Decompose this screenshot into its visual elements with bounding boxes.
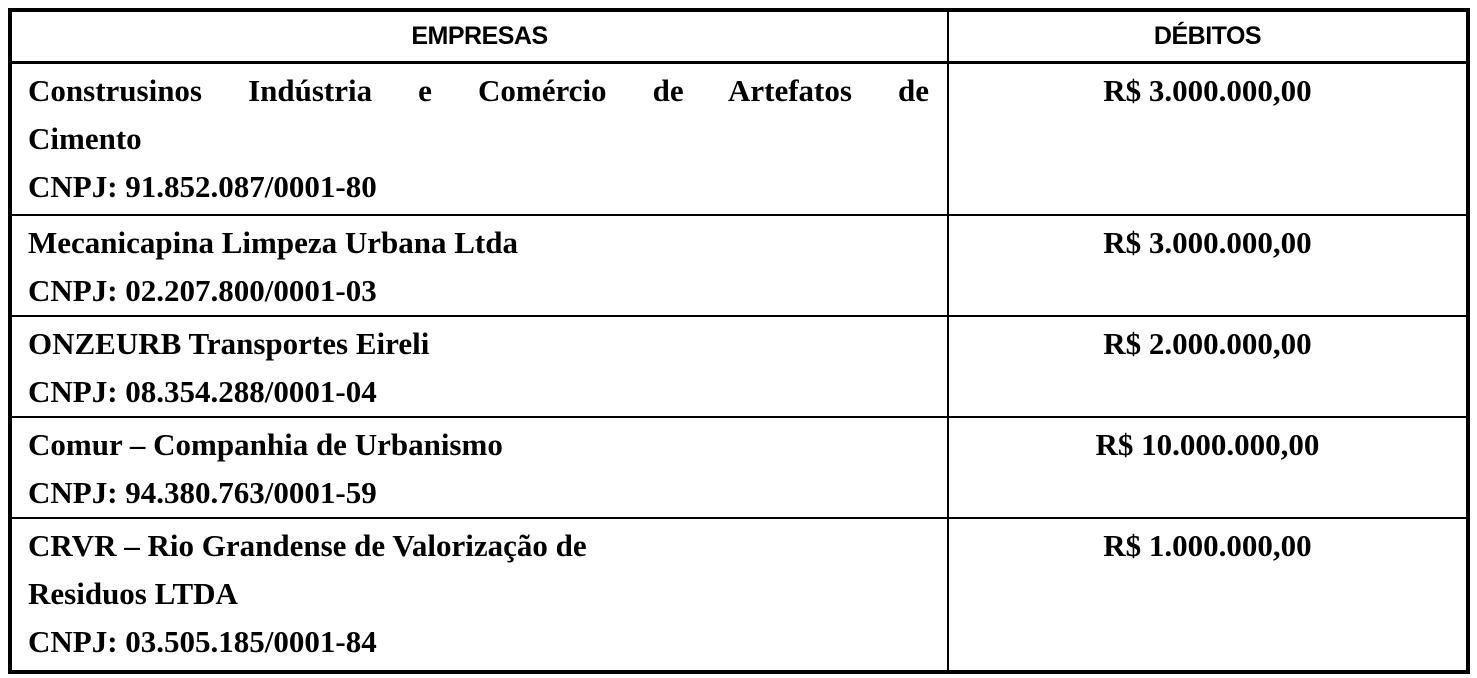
empresa-cell bbox=[10, 215, 948, 316]
empresa-name-line: Mecanicapina Limpeza Urbana Ltda bbox=[28, 225, 518, 260]
debt-table bbox=[8, 8, 1470, 674]
debito-value: R$ 3.000.000,00 bbox=[948, 215, 1468, 316]
debito-value: R$ 1.000.000,00 bbox=[948, 518, 1468, 672]
empresa-cnpj: CNPJ: 03.505.185/0001-84 bbox=[28, 624, 377, 659]
empresa-cnpj: CNPJ: 08.354.288/0001-04 bbox=[28, 374, 377, 409]
column-header-debitos: DÉBITOS bbox=[948, 10, 1468, 62]
empresa-cell bbox=[10, 417, 948, 518]
empresa-name-line: Cimento bbox=[28, 120, 142, 156]
table-body bbox=[10, 62, 1468, 672]
empresa-cnpj: CNPJ: 02.207.800/0001-03 bbox=[28, 273, 377, 308]
empresa-cell bbox=[10, 518, 948, 672]
table-row bbox=[10, 62, 1468, 215]
empresa-name-line: Residuos LTDA bbox=[28, 576, 238, 611]
empresa-name-line: CRVR – Rio Grandense de Valorização de bbox=[28, 528, 587, 563]
empresa-name-line: Construsinos Indústria e Comércio de Artefatos de bbox=[28, 72, 929, 108]
table-row bbox=[10, 316, 1468, 417]
empresa-cnpj: CNPJ: 94.380.763/0001-59 bbox=[28, 475, 377, 510]
empresa-cell bbox=[10, 316, 948, 417]
debito-value: R$ 2.000.000,00 bbox=[948, 316, 1468, 417]
empresa-name-line: ONZEURB Transportes Eireli bbox=[28, 326, 430, 361]
empresa-name-line: Comur – Companhia de Urbanismo bbox=[28, 427, 503, 462]
document-page bbox=[8, 8, 1470, 674]
table-row bbox=[10, 518, 1468, 672]
table-row bbox=[10, 417, 1468, 518]
column-header-empresas: EMPRESAS bbox=[10, 10, 948, 62]
debito-value: R$ 10.000.000,00 bbox=[948, 417, 1468, 518]
table-header bbox=[10, 10, 1468, 62]
table-row bbox=[10, 215, 1468, 316]
header-row bbox=[10, 10, 1468, 62]
debito-value: R$ 3.000.000,00 bbox=[948, 62, 1468, 215]
empresa-cell bbox=[10, 62, 948, 215]
empresa-cnpj: CNPJ: 91.852.087/0001-80 bbox=[28, 168, 377, 204]
